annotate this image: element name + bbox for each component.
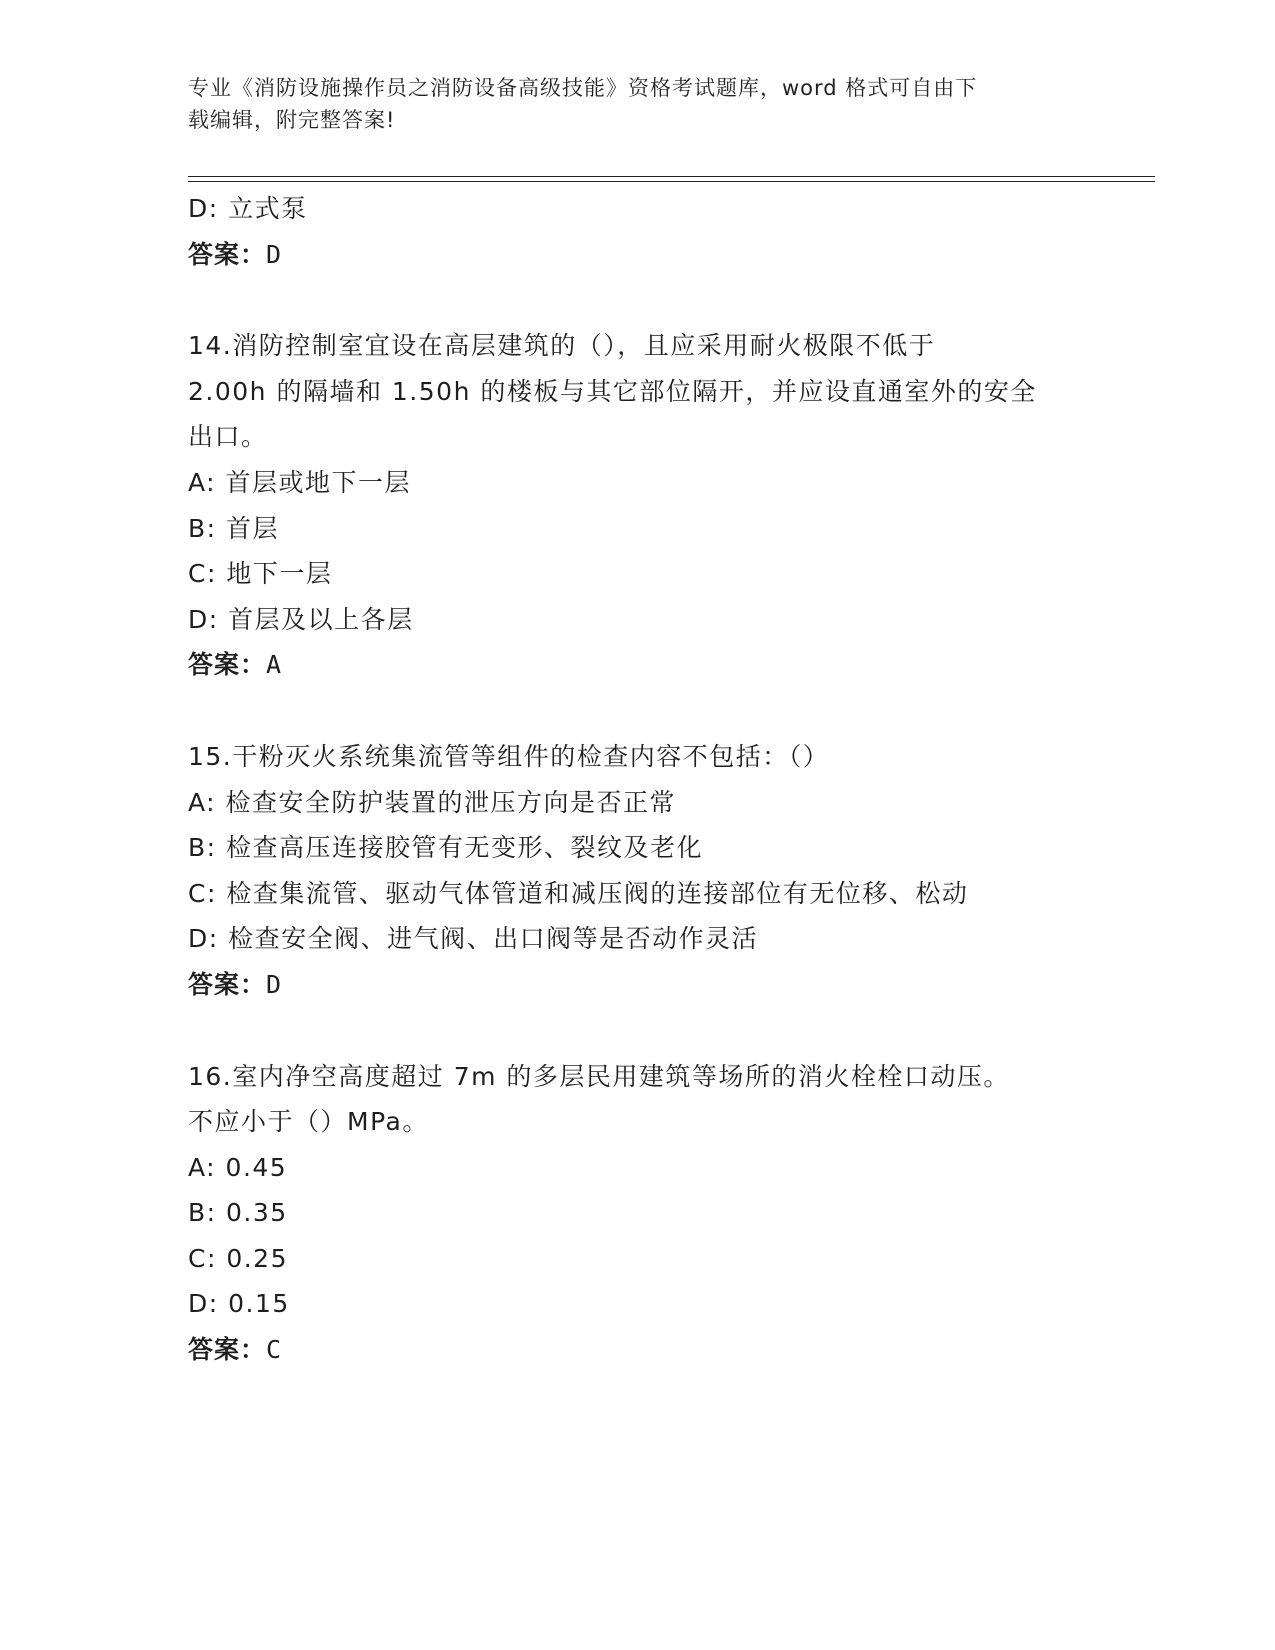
option-b: B: 首层 (188, 513, 280, 543)
answer-label: 答案： (188, 969, 267, 999)
answer-value: C (266, 1335, 283, 1365)
answer-line (188, 962, 1148, 1008)
answer-line (188, 642, 1148, 688)
header-line-2: 载编辑，附完整答案! (188, 108, 396, 132)
option-d: D: 检查安全阀、进气阀、出口阀等是否动作灵活 (188, 924, 759, 954)
answer-line (188, 1327, 1148, 1373)
previous-question-tail (188, 186, 1148, 277)
answer-value: A (266, 650, 283, 680)
question-stem-line: 15.干粉灭火系统集流管等组件的检查内容不包括：（） (188, 741, 830, 771)
question-stem-line: 不应小于（）MPa。 (188, 1107, 429, 1137)
question-14 (188, 323, 1148, 688)
option-c: C: 地下一层 (188, 559, 333, 589)
question-spacer (188, 688, 1148, 734)
answer-line (188, 232, 1148, 278)
answer-value: D (266, 239, 283, 269)
option-a: A: 首层或地下一层 (188, 467, 412, 497)
option-a: A: 0.45 (188, 1152, 288, 1182)
header-divider-bottom (188, 181, 1155, 182)
question-16 (188, 1054, 1148, 1373)
option-b: B: 检查高压连接胶管有无变形、裂纹及老化 (188, 833, 704, 863)
document-body (188, 186, 1148, 1373)
question-spacer (188, 277, 1148, 323)
answer-label: 答案： (188, 1335, 267, 1365)
question-stem-line: 14.消防控制室宜设在高层建筑的（），且应采用耐火极限不低于 (188, 331, 936, 361)
header-divider-top (188, 176, 1155, 177)
answer-label: 答案： (188, 650, 267, 680)
option-b: B: 0.35 (188, 1198, 288, 1228)
question-stem-line: 2.00h 的隔墙和 1.50h 的楼板与其它部位隔开，并应设直通室外的安全 (188, 376, 1037, 406)
option-d: D: 0.15 (188, 1289, 290, 1319)
header-line-1: 专业《消防设施操作员之消防设备高级技能》资格考试题库，word 格式可自由下 (188, 76, 978, 100)
question-stem-line: 出口。 (188, 422, 268, 452)
question-15 (188, 734, 1148, 1008)
option-d: D: 首层及以上各层 (188, 604, 414, 634)
question-spacer (188, 1008, 1148, 1054)
answer-value: D (266, 969, 283, 999)
option-c: C: 0.25 (188, 1243, 288, 1273)
question-stem-line: 16.室内净空高度超过 7m 的多层民用建筑等场所的消火栓栓口动压。 (188, 1061, 1010, 1091)
document-header (188, 72, 1068, 136)
answer-label: 答案： (188, 239, 267, 269)
option-d: D: 立式泵 (188, 194, 308, 223)
option-a: A: 检查安全防护装置的泄压方向是否正常 (188, 787, 677, 817)
option-c: C: 检查集流管、驱动气体管道和减压阀的连接部位有无位移、松动 (188, 878, 969, 908)
